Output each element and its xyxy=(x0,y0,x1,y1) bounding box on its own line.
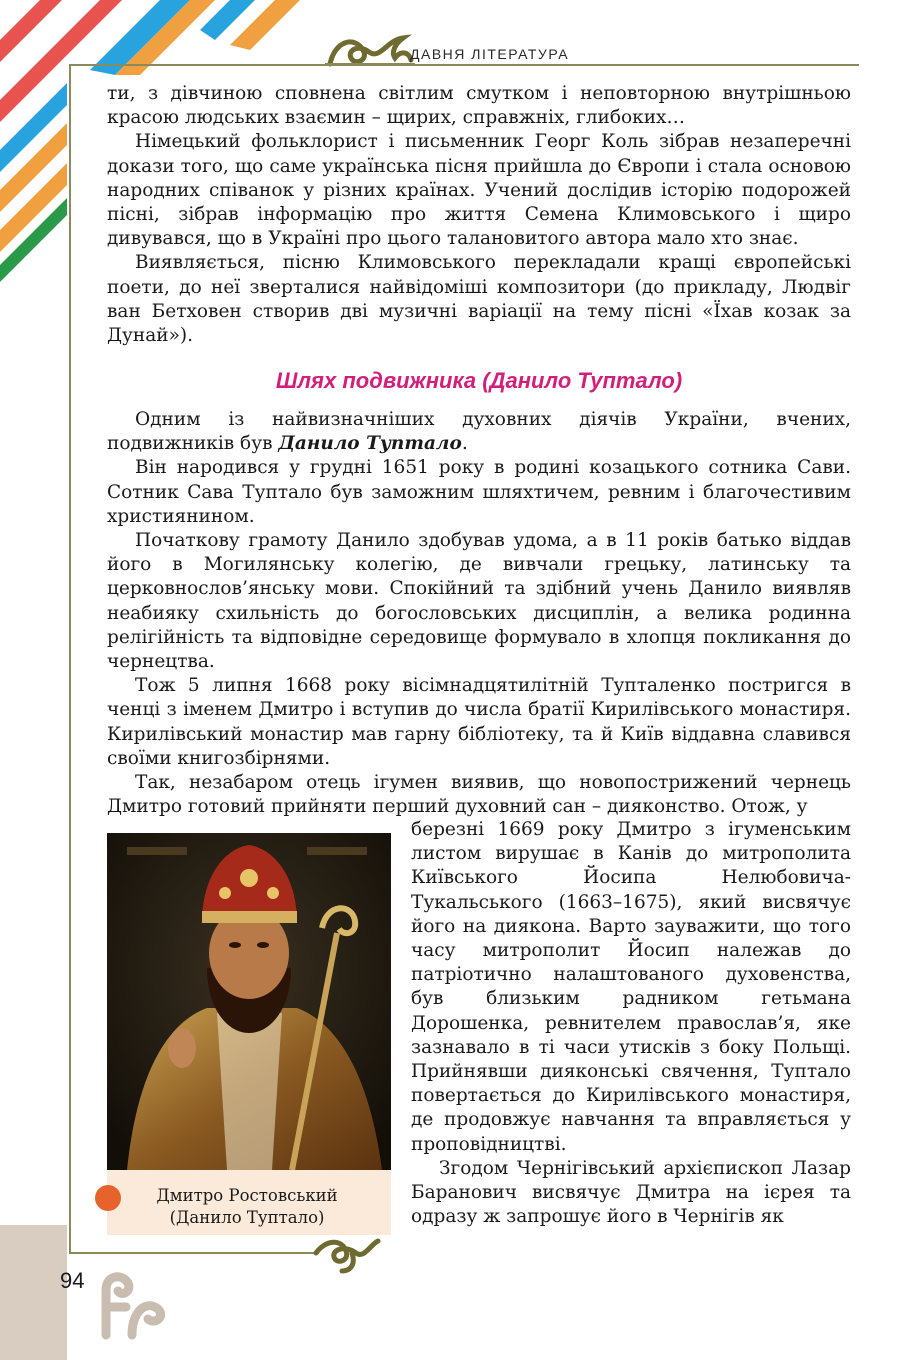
paragraph: березні 1669 року Дмитро з ігуменським листом вирушає в Канів до митрополита Київського Йосипа Нелюбовича-Тукальського (1663–1675), який висвячує його на диякона. Варто зауважити, що того часу митрополит Йосип належав до патріотично налаштованого духовенства, був близьким радником гетьмана Дорошенка, ревнителем православ’я, яке зазнавало в ті часи утисків з боку Польщі. Прийнявши дияконські свячення, Туптало повертається до Кирилівського монастиря, де продовжує навчання та вправляється у проповідництві. xyxy=(411,819,851,1155)
paragraph: ти, з дівчиною сповнена світлим смутком і неповторною внутрішньою красою людських взаємин – щирих, справжніх, глибоких… xyxy=(107,83,851,129)
intro-text xyxy=(107,82,851,348)
paragraph: Тож 5 липня 1668 року вісімнадцятилітній Тупталенко постригся в ченці з іменем Дмитро і вступив до числа братії Кирилівського монастиря. Кирилівський монастир мав гарну бібліотеку, та й Київ віддавна славився своїми книгозбірнями. xyxy=(107,675,851,769)
paragraph: Згодом Чернігівський архієпископ Лазар Баранович висвячує Дмитра на ієрея та одразу ж запрошує його в Чернігів як xyxy=(411,1157,851,1228)
frame-top-line xyxy=(69,64,859,66)
ornament-flourish-bottom xyxy=(312,1235,382,1275)
ornament-flourish-top xyxy=(325,30,415,74)
portrait-image xyxy=(107,833,391,1170)
paragraph-text: . xyxy=(461,433,468,455)
caption-line: (Данило Туптало) xyxy=(169,1208,325,1227)
section-header: ДАВНЯ ЛІТЕРАТУРА xyxy=(410,46,570,62)
right-column-text xyxy=(411,818,851,1229)
corner-block xyxy=(0,1225,67,1360)
frame-left-line xyxy=(69,64,71,1254)
page-number: 94 xyxy=(60,1268,85,1293)
person-name: Данило Туптало xyxy=(278,433,462,455)
paragraph: Виявляється, пісню Климовського перекладали кращі європейські поети, до неї зверталися найвідоміші композитори (до прикладу, Людвіг ван Бетховен створив дві музичні варіації на тему пісні «Їхав козак за Дунай»). xyxy=(107,252,851,347)
figure-caption xyxy=(127,1185,367,1229)
paragraph: Німецький фольклорист і письменник Георг Коль зібрав незаперечні докази того, що саме українська пісня прийшла до Європи і стала основою народних співанок у різних країнах. Учений дослідив історію подорожей пісні, зібрав інформацію про життя Семена Климовського і щиро дивувався, що в Україні про цього талановитого автора мало хто знає. xyxy=(107,131,851,250)
paragraph: Він народився у грудні 1651 року в родині козацького сотника Сави. Сотник Сава Туптало був заможним шляхтичем, ревним і благочестивим християнином. xyxy=(107,457,851,527)
paragraph-text: Одним із найвизначніших духовних діячів України, вчених, подвижників був xyxy=(107,409,851,455)
paragraph: Початкову грамоту Данило здобував удома, а в 11 років батько віддав його в Могилянську колегію, де вивчали грецьку, латинську та церковнослов’янську мови. Спокійний та здібний учень Данило виявляв неабияку схильність до богословських дисциплін, а велика родинна релігійність та відповідне середовище формувало в хлопця покликання до чернецтва. xyxy=(107,530,851,673)
section-heading: Шлях подвижника (Данило Туптало) xyxy=(275,368,683,393)
publisher-logo-icon xyxy=(92,1265,172,1345)
paragraph: Так, незабаром отець ігумен виявив, що новопострижений чернець Дмитро готовий прийняти перший духовний сан – дияконство. Отож, у xyxy=(107,772,851,818)
caption-marker xyxy=(95,1185,121,1211)
caption-line: Дмитро Ростовський xyxy=(156,1186,338,1205)
paragraph xyxy=(107,408,851,456)
frame-bottom-line xyxy=(69,1252,319,1254)
body-text xyxy=(107,408,851,819)
